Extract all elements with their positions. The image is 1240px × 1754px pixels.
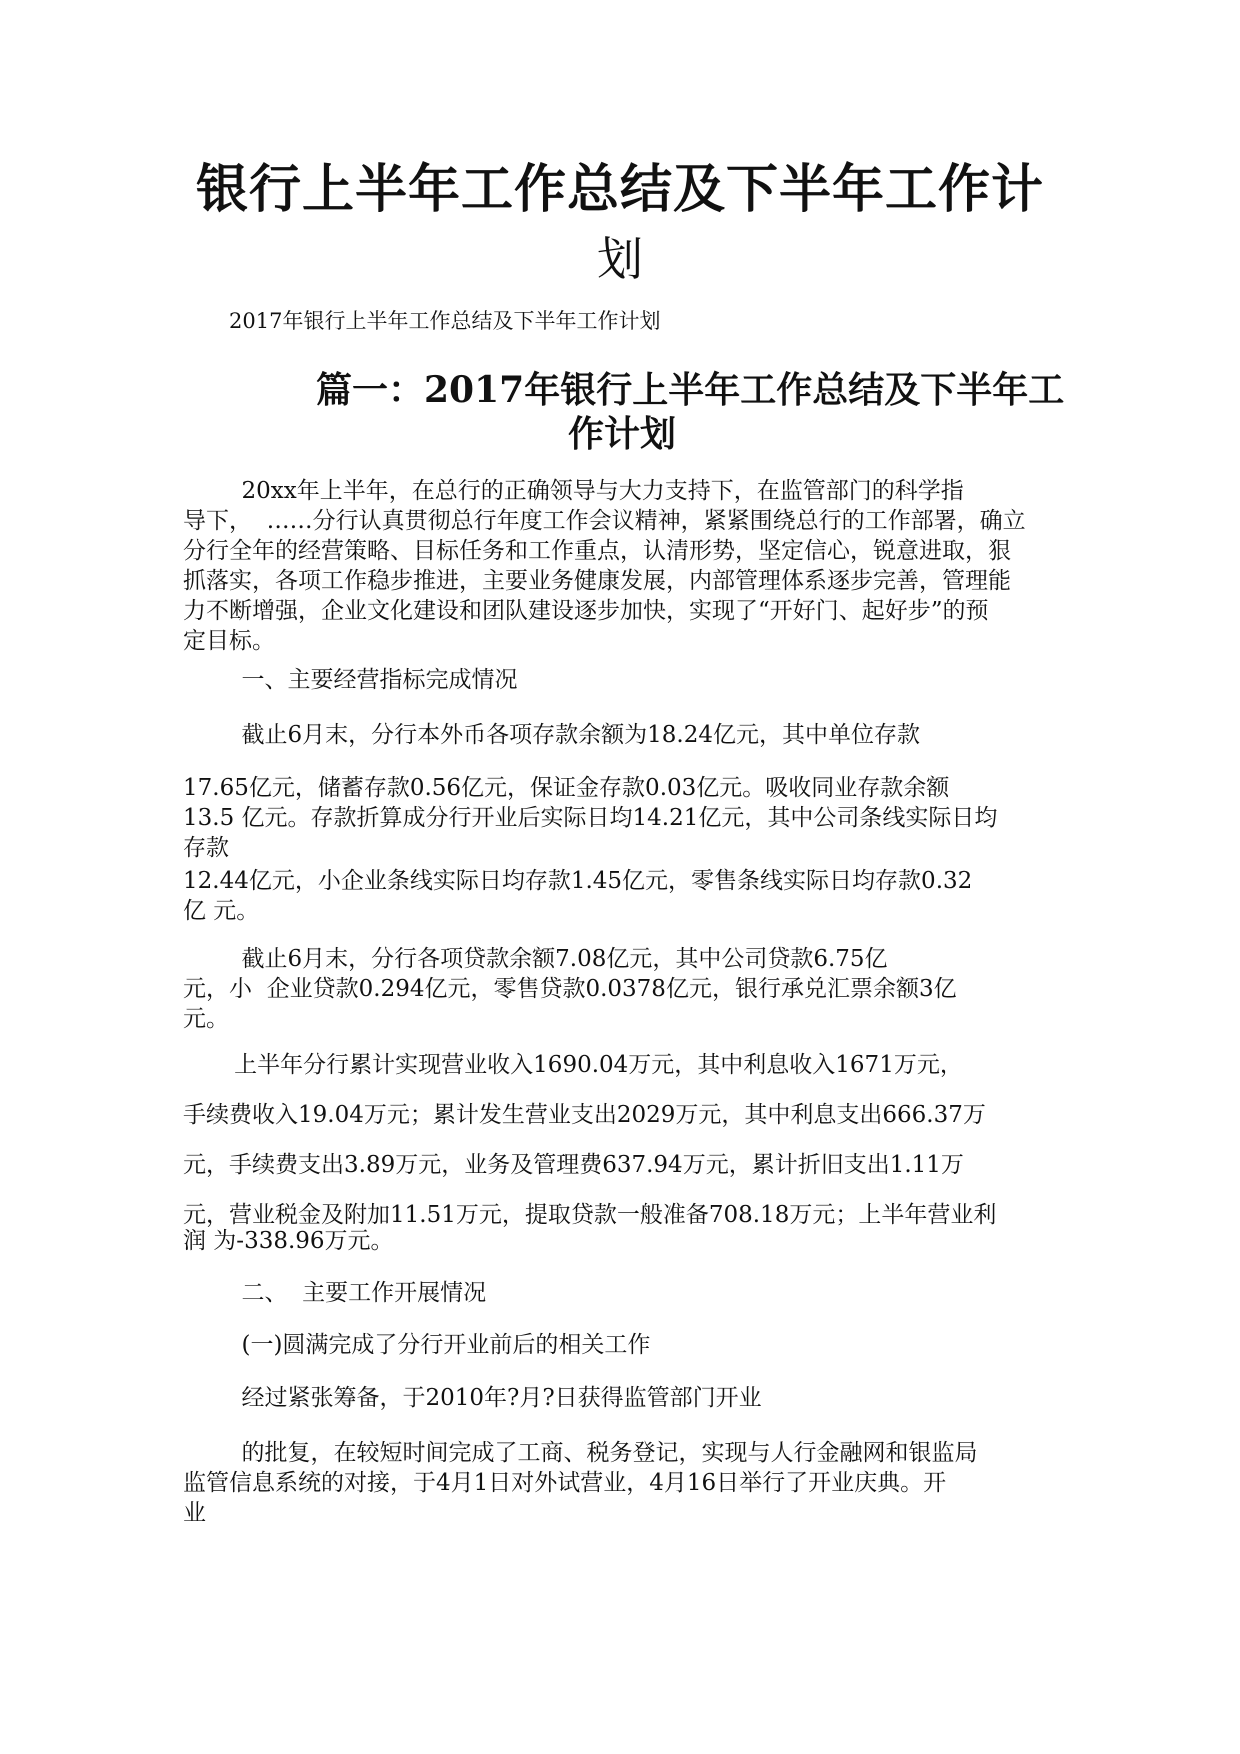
opening-detail-paragraph: [183, 1438, 1063, 1528]
text-line: 监管信息系统的对接，于4月1日对外试营业，4月16日举行了开业庆典。开: [183, 1470, 947, 1496]
text-line: 抓落实，各项工作稳步推进，主要业务健康发展，内部管理体系逐步完善，管理能: [183, 568, 1011, 594]
text-line: 截止6月末，分行各项贷款余额7.08亿元，其中公司贷款6.75亿: [183, 946, 888, 972]
text-line: 导下， ……分行认真贯彻总行年度工作会议精神，紧紧围绕总行的工作部署，确立: [183, 508, 1026, 534]
section-heading-2: [183, 1278, 1063, 1308]
text-line: 17.65亿元，储蓄存款0.56亿元，保证金存款0.03亿元。吸收同业存款余额: [183, 775, 950, 801]
text-line: 手续费收入19.04万元；累计发生营业支出2029万元，其中利息支出666.37万: [183, 1102, 986, 1128]
deposit-detail-paragraph: [183, 773, 1063, 863]
income-paragraph: [183, 1040, 1063, 1240]
text-line: 亿 元。: [183, 898, 260, 924]
income-paragraph-end: [183, 1226, 1063, 1256]
text-line: 二、 主要工作开展情况: [183, 1280, 487, 1306]
text-line: 分行全年的经营策略、目标任务和工作重点，认清形势，坚定信心，锐意进取，狠: [183, 538, 1011, 564]
text-line: 上半年分行累计实现营业收入1690.04万元，其中利息收入1671万元，: [183, 1052, 963, 1078]
document-title: 银行上半年工作总结及下半年工作计: [195, 159, 1044, 220]
subsection-heading-1: [183, 1330, 1063, 1360]
loan-paragraph: [183, 944, 1063, 1034]
text-line: 润 为-338.96万元。: [183, 1228, 394, 1254]
chapter-heading: 篇一：2017年银行上半年工作总结及下半年工: [316, 369, 1065, 411]
opening-paragraph: [183, 1383, 1063, 1413]
text-line: 经过紧张筹备，于2010年?月?日获得监管部门开业: [183, 1385, 762, 1411]
text-line: 力不断增强，企业文化建设和团队建设逐步加快，实现了“开好门、起好步”的预: [183, 598, 989, 624]
text-line: 的批复，在较短时间完成了工商、税务登记，实现与人行金融网和银监局: [183, 1440, 978, 1466]
text-line: 20xx年上半年，在总行的正确领导与大力支持下，在监管部门的科学指: [183, 478, 964, 504]
text-line: 元。: [183, 1006, 229, 1032]
average-deposit-paragraph: [183, 866, 1063, 926]
text-line: (一)圆满完成了分行开业前后的相关工作: [183, 1332, 651, 1358]
text-line: 存款: [183, 835, 229, 861]
text-line: 截止6月末，分行本外币各项存款余额为18.24亿元，其中单位存款: [183, 722, 920, 748]
document-subtitle: 2017年银行上半年工作总结及下半年工作计划: [229, 309, 661, 333]
text-line: 元，小 企业贷款0.294亿元，零售贷款0.0378亿元，银行承兑汇票余额3亿: [183, 976, 957, 1002]
intro-paragraph: [183, 476, 1063, 656]
document-title-continued: 划: [597, 232, 643, 286]
chapter-heading-continued: 作计划: [568, 413, 677, 455]
text-line: 元，营业税金及附加11.51万元，提取贷款一般准备708.18万元；上半年营业利: [183, 1202, 997, 1228]
text-line: 12.44亿元，小企业条线实际日均存款1.45亿元，零售条线实际日均存款0.32: [183, 868, 973, 894]
text-line: 13.5 亿元。存款折算成分行开业后实际日均14.21亿元，其中公司条线实际日均: [183, 805, 998, 831]
deposit-paragraph: [183, 720, 1063, 750]
text-line: 元，手续费支出3.89万元，业务及管理费637.94万元，累计折旧支出1.11万: [183, 1152, 964, 1178]
text-line: 业: [183, 1500, 206, 1526]
section-heading-1: [183, 665, 1063, 695]
text-line: 一、主要经营指标完成情况: [183, 667, 518, 693]
text-line: 定目标。: [183, 628, 275, 654]
